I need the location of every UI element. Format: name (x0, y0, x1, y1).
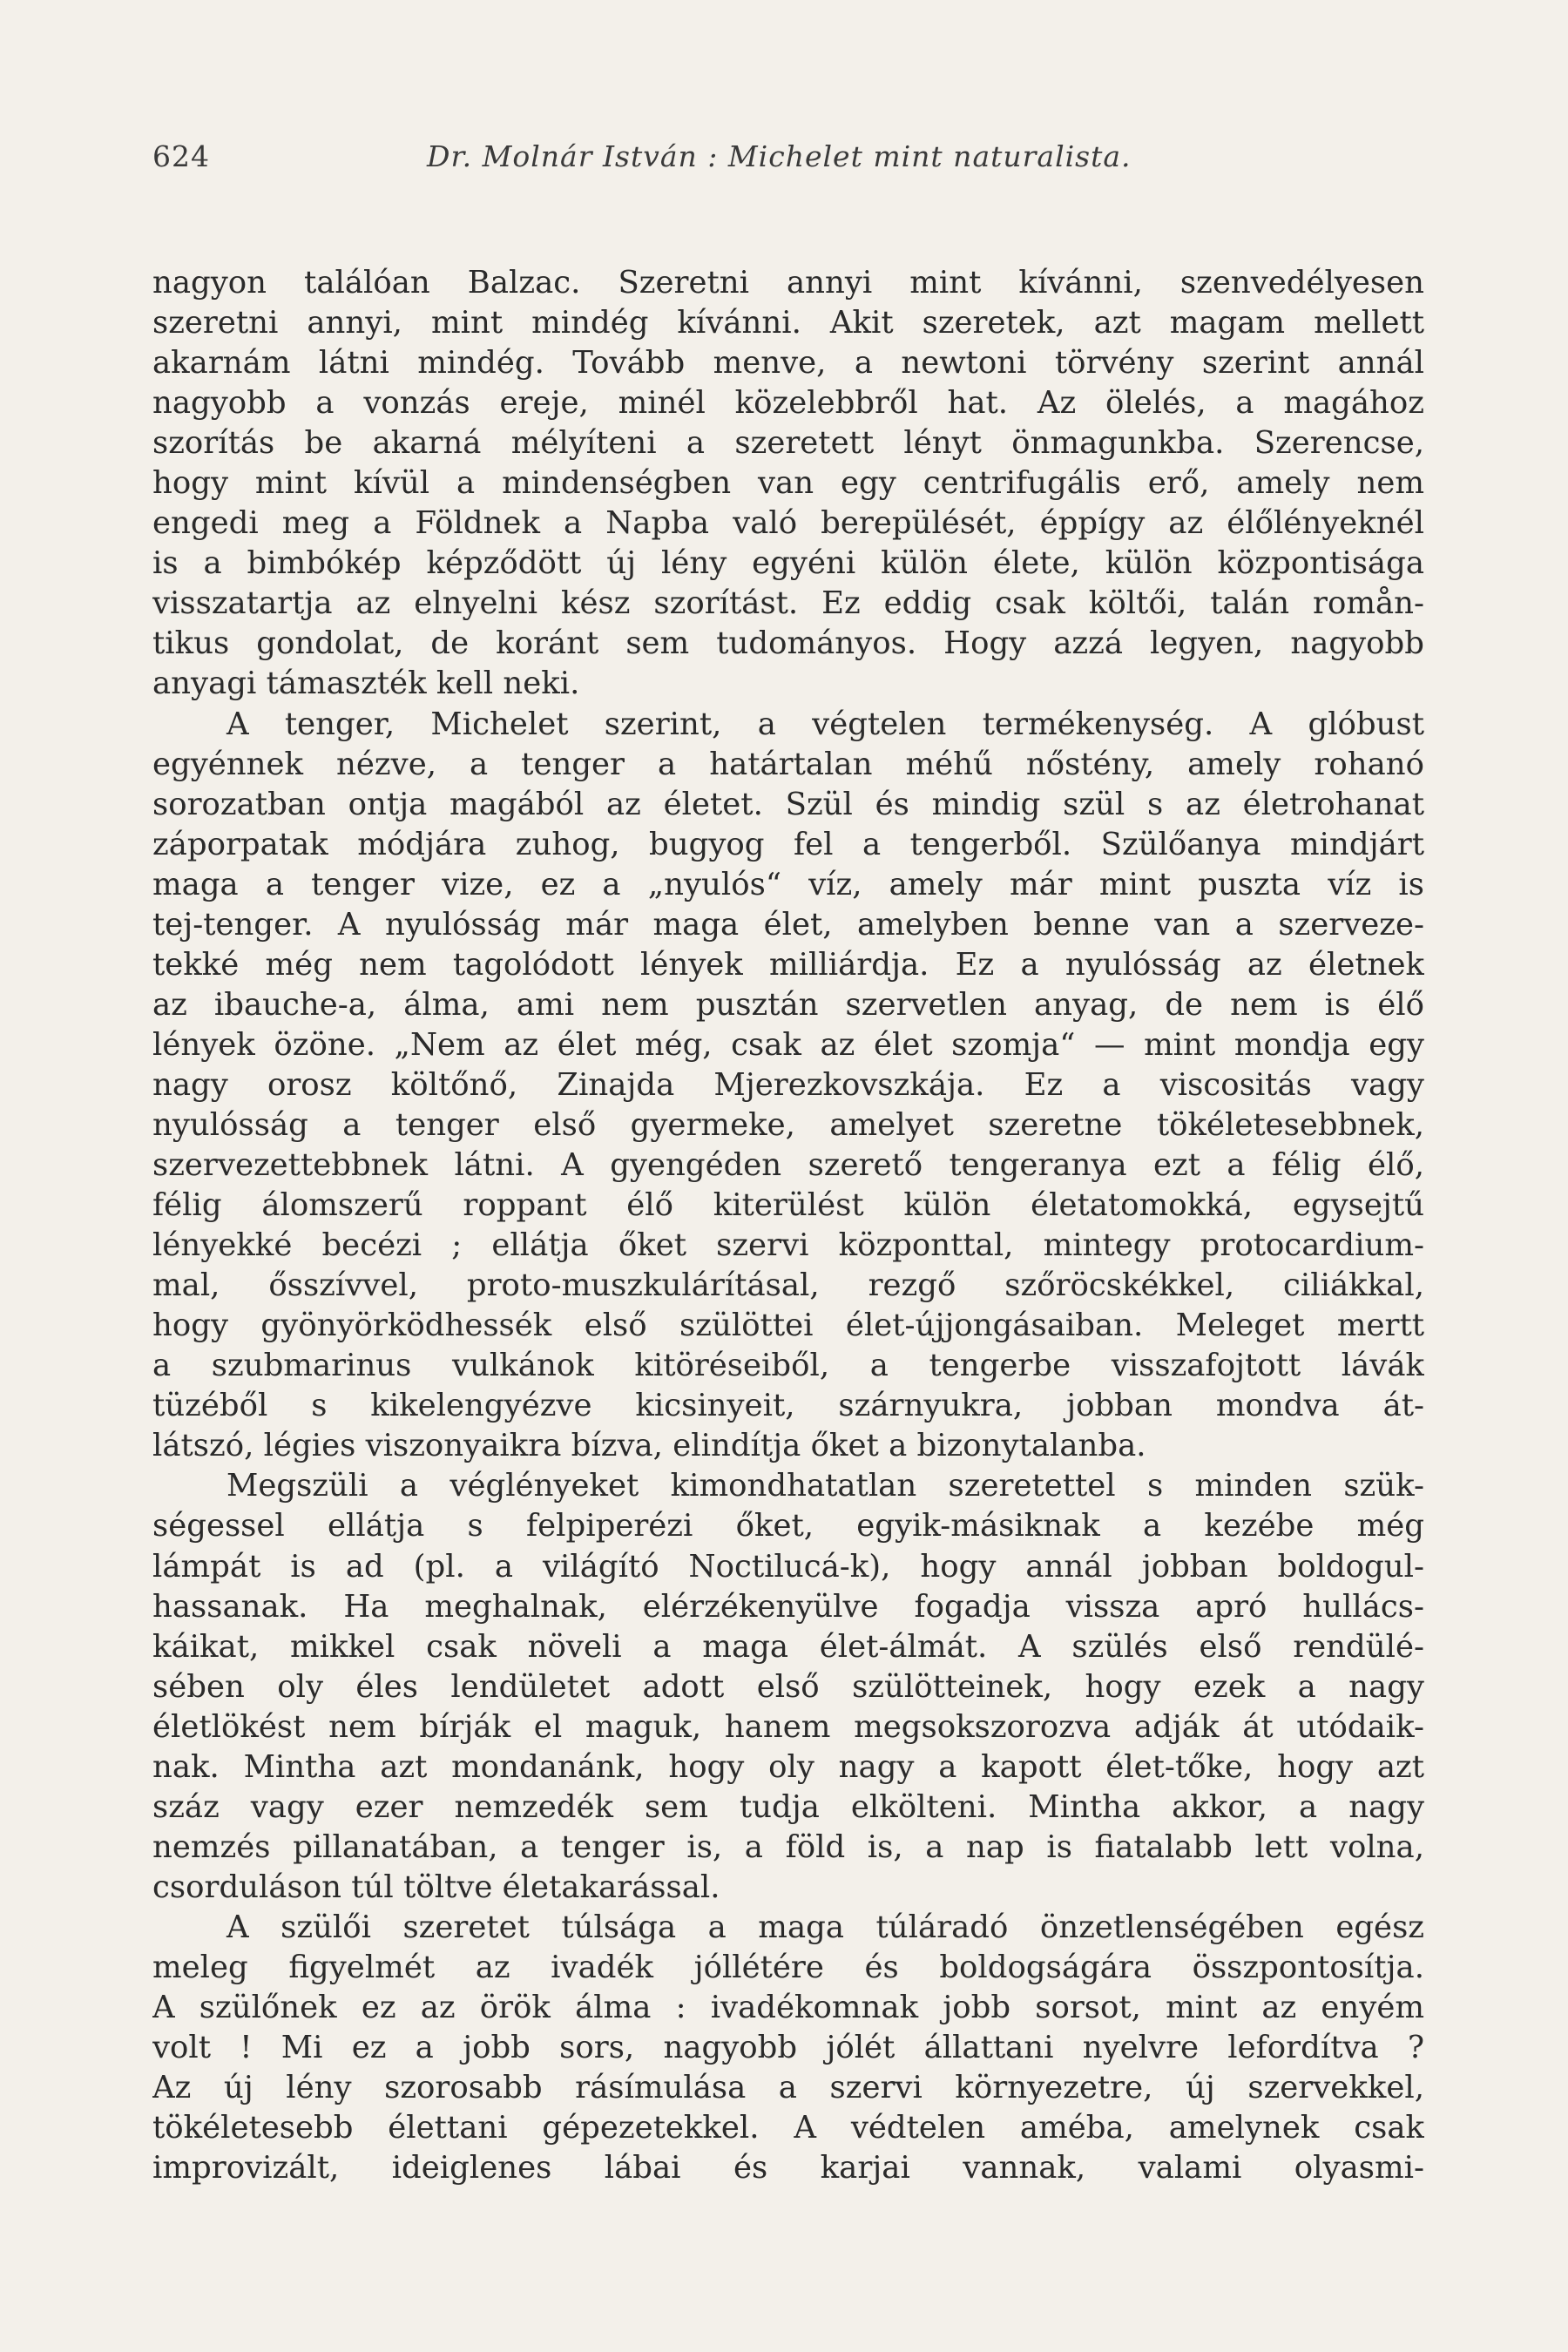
text-line: az ibauche-a, álma, ami nem pusztán szervetlen anyag, de nem is élő (152, 986, 1424, 1023)
text-line: Megszüli a véglényeket kimondhatatlan szeretettel s minden szük- (226, 1468, 1424, 1504)
running-title: Dr. Molnár István : Michelet mint naturalista. (427, 139, 1132, 173)
text-line: szorítás be akarná mélyíteni a szeretett lényt önmagunkba. Szerencse, (152, 425, 1424, 462)
text-line: záporpatak módjára zuhog, bugyog fel a tengerből. Szülőanya mindjárt (152, 826, 1424, 862)
text-line: egyénnek nézve, a tenger a határtalan méhű nőstény, amely rohanó (152, 746, 1424, 782)
text-line: is a bimbókép képződött új lény egyéni külön élete, külön központisága (152, 545, 1424, 582)
text-line: mal, ősszívvel, proto-muszkulárításal, rezgő szőröcskékkel, ciliákkal, (152, 1267, 1424, 1304)
text-line: káikat, mikkel csak növeli a maga élet-álmát. A szülés első rendülé- (152, 1628, 1424, 1665)
text-line: sorozatban ontja magából az életet. Szül és mindig szül s az életrohanat (152, 786, 1424, 822)
text-line: életlökést nem bírják el maguk, hanem megsokszorozva adják át utódaik- (152, 1708, 1424, 1745)
text-line: nemzés pillanatában, a tenger is, a föld is, a nap is fiatalabb lett volna, (152, 1828, 1424, 1865)
text-line: hogy gyönyörködhessék első szülöttei élet-újjongásaiban. Meleget mertt (152, 1308, 1424, 1344)
text-line: visszatartja az elnyelni kész szorítást. Ez eddig csak költői, talán romån- (152, 585, 1424, 622)
text-line: tüzéből s kikelengyézve kicsinyeit, szárnyukra, jobban mondva át- (152, 1388, 1424, 1424)
text-line: hogy mint kívül a mindenségben van egy centrifugális erő, amely nem (152, 465, 1424, 502)
text-line: A tenger, Michelet szerint, a végtelen termékenység. A glóbust (226, 706, 1424, 742)
body-text (152, 263, 1424, 2188)
text-line: csorduláson túl töltve életakarással. (152, 1869, 720, 1905)
text-line: anyagi támaszték kell neki. (152, 666, 580, 702)
text-line: volt ! Mi ez a jobb sors, nagyobb jólét állattani nyelvre lefordítva ? (152, 2030, 1424, 2066)
text-line: nagyon találóan Balzac. Szeretni annyi mint kívánni, szenvedélyesen (152, 265, 1424, 301)
text-line: meleg figyelmét az ivadék jóllétére és boldogságára összpontosítja. (152, 1949, 1424, 1985)
page-number: 624 (152, 139, 210, 173)
text-line: maga a tenger vize, ez a „nyulós“ víz, amely már mint puszta víz is (152, 866, 1424, 902)
text-line: nagyobb a vonzás ereje, minél közelebbről hat. Az ölelés, a magához (152, 385, 1424, 422)
text-line: hassanak. Ha meghalnak, elérzékenyülve fogadja vissza apró hullács- (152, 1588, 1424, 1625)
text-line: látszó, légies viszonyaikra bízva, elindítja őket a bizonytalanba. (152, 1428, 1146, 1464)
text-line: tekké még nem tagolódott lények milliárdja. Ez a nyulósság az életnek (152, 946, 1424, 983)
text-line: lények özöne. „Nem az élet még, csak az élet szomja“ — mint mondja egy (152, 1026, 1424, 1063)
text-line: lámpát is ad (pl. a világító Noctilucá-k), hogy annál jobban boldogul- (152, 1548, 1424, 1585)
text-line: tökéletesebb élettani gépezetekkel. A védtelen améba, amelynek csak (152, 2110, 1424, 2146)
text-line: engedi meg a Földnek a Napba való berepülését, éppígy az élőlényeknél (152, 505, 1424, 542)
text-line: nagy orosz költőnő, Zinajda Mjerezkovszkája. Ez a viscositás vagy (152, 1066, 1424, 1103)
text-line: nyulósság a tenger első gyermeke, amelyet szeretne tökéletesebbnek, (152, 1106, 1424, 1143)
text-line: Az új lény szorosabb rásímulása a szervi környezetre, új szervekkel, (152, 2070, 1424, 2106)
text-line: akarnám látni mindég. Tovább menve, a newtoni törvény szerint annál (152, 345, 1424, 382)
text-line: sében oly éles lendületet adott első szülötteinek, hogy ezek a nagy (152, 1668, 1424, 1705)
text-line: lényekké becézi ; ellátja őket szervi központtal, mintegy protocardium- (152, 1227, 1424, 1264)
text-line: tikus gondolat, de koránt sem tudományos. Hogy azzá legyen, nagyobb (152, 625, 1424, 662)
text-line: tej-tenger. A nyulósság már maga élet, amelyben benne van a szerveze- (152, 906, 1424, 943)
text-line: ségessel ellátja s felpiperézi őket, egyik-másiknak a kezébe még (152, 1508, 1424, 1544)
text-line: száz vagy ezer nemzedék sem tudja elkölteni. Mintha akkor, a nagy (152, 1788, 1424, 1825)
text-line: A szülőnek ez az örök álma : ivadékomnak jobb sorsot, mint az enyém (152, 1990, 1424, 2026)
text-line: szeretni annyi, mint mindég kívánni. Akit szeretek, azt magam mellett (152, 305, 1424, 341)
running-header (152, 139, 1424, 183)
text-line: nak. Mintha azt mondanánk, hogy oly nagy a kapott élet-tőke, hogy azt (152, 1748, 1424, 1785)
text-line: A szülői szeretet túlsága a maga túláradó önzetlenségében egész (226, 1909, 1424, 1945)
text-line: szervezettebbnek látni. A gyengéden szerető tengeranya ezt a félig élő, (152, 1147, 1424, 1184)
text-line: a szubmarinus vulkánok kitöréseiből, a tengerbe visszafojtott lávák (152, 1348, 1424, 1384)
text-line: improvizált, ideiglenes lábai és karjai vannak, valami olyasmi- (152, 2150, 1424, 2186)
text-line: félig álomszerű roppant élő kiterülést külön életatomokká, egysejtű (152, 1187, 1424, 1224)
